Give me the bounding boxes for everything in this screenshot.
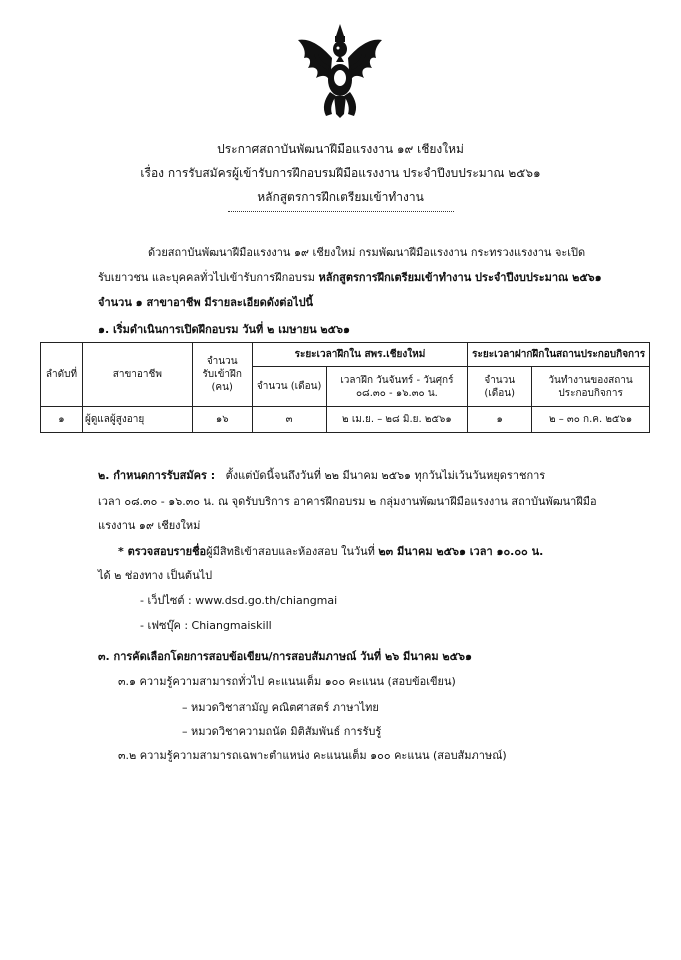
- section-1-title: ๑. เริ่มดำเนินการเปิดฝึกอบรม วันที่ ๒ เมษายน ๒๕๖๑: [98, 323, 350, 336]
- row-months: ๓: [252, 407, 326, 433]
- section-3-1-item-a: – หมวดวิชาสามัญ คณิตศาสตร์ ภาษาไทย: [182, 701, 379, 714]
- section-2-dates: ตั้งแต่บัดนี้จนถึงวันที่ ๒๒ มีนาคม ๒๕๖๑ ทุกวันไม่เว้นวันหยุดราชการ: [225, 469, 546, 482]
- section-2-line-1: [98, 466, 545, 484]
- section-2-line-3: แรงงาน ๑๙ เชียงใหม่: [98, 519, 201, 532]
- section-3-1: ๓.๑ ความรู้ความสามารถทั่วไป คะแนนเต็ม ๑๐๐ คะแนน (สอบข้อเขียน): [118, 675, 456, 688]
- section-3-2: ๓.๒ ความรู้ความสามารถเฉพาะตำแหน่ง คะแนนเต็ม ๑๐๐ คะแนน (สอบสัมภาษณ์): [118, 749, 507, 762]
- header-training-time-2: ๐๘.๓๐ - ๑๖.๓๐ น.: [355, 387, 438, 399]
- course-name: หลักสูตรการฝึกเตรียมเข้าทำงาน: [257, 190, 424, 204]
- header-count-3: (คน): [211, 382, 233, 393]
- facebook-link[interactable]: - เฟซบุ๊ค : Chiangmaiskill: [140, 619, 272, 632]
- section-3-title: ๓. การคัดเลือกโดยการสอบข้อเขียน/การสอบสัมภาษณ์ วันที่ ๒๖ มีนาคม ๒๕๖๑: [98, 650, 472, 663]
- header-training-months: จำนวน (เดือน): [252, 367, 326, 407]
- header-internship: ระยะเวลาฝากฝึกในสถานประกอบกิจการ: [468, 343, 650, 367]
- table-row: [41, 407, 650, 433]
- header-internship-months: [468, 367, 532, 407]
- header-count-2: รับเข้าฝึก: [202, 369, 242, 380]
- header-training-time: [326, 367, 468, 407]
- intro-line-2-plain: รับเยาวชน และบุคคลทั่วไปเข้ารับการฝึกอบรม: [98, 271, 319, 284]
- header-no: ลำดับที่: [41, 343, 83, 407]
- header-internship-months-1: จำนวน: [484, 374, 516, 386]
- website-link[interactable]: - เว็ปไซต์ : www.dsd.go.th/chiangmai: [140, 594, 338, 607]
- garuda-emblem-icon: [294, 22, 386, 120]
- announcement-line-1: ประกาศสถาบันพัฒนาฝีมือแรงงาน ๑๙ เชียงใหม่: [217, 142, 464, 156]
- announcement-subject: เรื่อง การรับสมัครผู้เข้ารับการฝึกอบรมฝีมือแรงงาน ประจำปีงบประมาณ ๒๕๖๑: [140, 166, 541, 180]
- row-intern-months: ๑: [468, 407, 532, 433]
- check-list-date: ๒๓ มีนาคม ๒๕๖๑ เวลา ๑๐.๐๐ น.: [378, 545, 544, 558]
- section-2-line-2: เวลา ๐๘.๓๐ - ๑๖.๓๐ น. ณ จุดรับบริการ อาคารฝึกอบรม ๒ กลุ่มงานพัฒนาฝีมือแรงงาน สถาบันพัฒนาฝีมือ: [98, 495, 597, 508]
- check-list-label: * ตรวจสอบรายชื่อ: [118, 545, 207, 558]
- section-3-1-item-b: – หมวดวิชาความถนัด มิติสัมพันธ์ การรับรู้: [182, 725, 382, 738]
- row-field: ผู้ดูแลผู้สูงอายุ: [82, 407, 192, 433]
- training-schedule-table: [40, 342, 650, 433]
- check-list-notice: [118, 542, 543, 560]
- intro-line-1: ด้วยสถาบันพัฒนาฝีมือแรงงาน ๑๙ เชียงใหม่ กรมพัฒนาฝีมือแรงงาน กระทรวงแรงงาน จะเปิด: [148, 246, 586, 259]
- check-list-channels: ได้ ๒ ช่องทาง เป็นต้นไป: [98, 569, 213, 582]
- header-internship-months-2: (เดือน): [484, 387, 515, 399]
- intro-line-2: [98, 268, 602, 286]
- check-list-text: ผู้มีสิทธิเข้าสอบและห้องสอบ ในวันที่: [206, 545, 379, 558]
- intro-line-2-bold: หลักสูตรการฝึกเตรียมเข้าทำงาน ประจำปีงบประมาณ ๒๕๖๑: [318, 271, 602, 284]
- header-internship-days: วันทำงานของสถานประกอบกิจการ: [532, 367, 650, 407]
- header-count-1: จำนวน: [206, 356, 238, 367]
- row-intern-period: ๒ – ๓๐ ก.ค. ๒๕๖๑: [532, 407, 650, 433]
- header-count: [192, 343, 252, 407]
- dotted-divider: [228, 211, 454, 212]
- intro-line-3: จำนวน ๑ สาขาอาชีพ มีรายละเอียดดังต่อไปนี้: [98, 296, 314, 309]
- row-no: ๑: [41, 407, 83, 433]
- header-field: สาขาอาชีพ: [82, 343, 192, 407]
- section-2-title: ๒. กำหนดการรับสมัคร :: [98, 469, 216, 482]
- header-training-time-1: เวลาฝึก วันจันทร์ - วันศุกร์: [340, 374, 454, 386]
- row-period: ๒ เม.ย. – ๒๘ มิ.ย. ๒๕๖๑: [326, 407, 468, 433]
- header-training: ระยะเวลาฝึกใน สพร.เชียงใหม่: [252, 343, 468, 367]
- row-count: ๑๖: [192, 407, 252, 433]
